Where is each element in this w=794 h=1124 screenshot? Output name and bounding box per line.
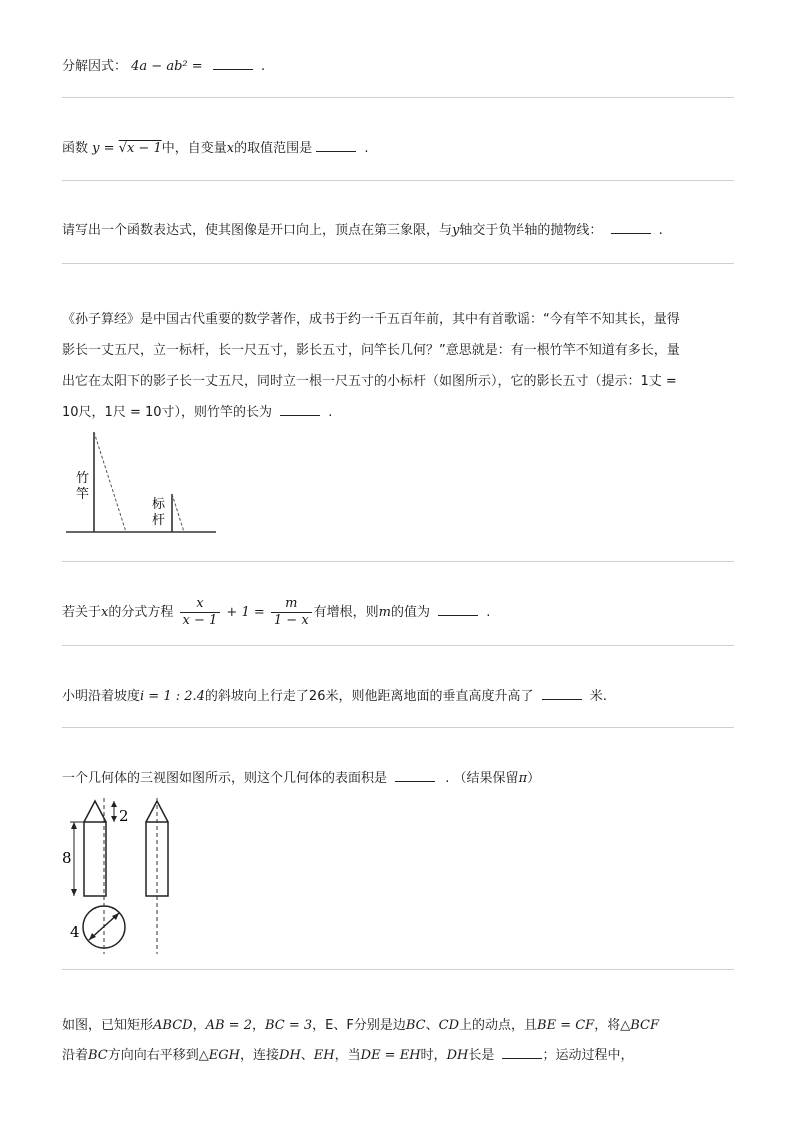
q5-answer-blank[interactable] (438, 603, 478, 616)
q8-text: 如图，已知矩形 (62, 1018, 154, 1033)
question-4 (62, 304, 734, 428)
q8-text: ，连接 (240, 1048, 280, 1063)
q8-math: EH (313, 1048, 335, 1063)
q8-math: BC (405, 1018, 426, 1033)
side-view-cone (146, 801, 168, 822)
q3-text: 请写出一个函数表达式，使其图像是开口向上，顶点在第三象限，与 (62, 223, 453, 238)
q6-answer-blank[interactable] (542, 687, 582, 700)
q5-var2: m (378, 605, 391, 620)
divider-3 (62, 263, 734, 264)
q4-line-2: 影长一丈五尺，立一标杆，长一尺五寸，影长五寸，问竿长几何？”意思就是：有一根竹竿不知道有多长，量 (62, 343, 680, 358)
q8-text: 长是 (468, 1048, 495, 1063)
front-view-cone (84, 801, 106, 822)
q5-suffix: 有增根，则 (313, 605, 379, 620)
q8-text: 方向向右平移到 (107, 1048, 199, 1063)
divider-6 (62, 727, 734, 728)
q7-pi: π (518, 771, 528, 786)
q7-close: ） (527, 771, 541, 786)
label-rod-2: 杆 (152, 513, 166, 528)
q8-math: BE = CF (537, 1018, 595, 1033)
q8-math: △EGH (198, 1048, 240, 1063)
q8-math: BC = 3 (264, 1018, 313, 1033)
q8-text: ， (192, 1018, 206, 1033)
question-3 (62, 221, 734, 241)
q8-line-1 (62, 1011, 734, 1041)
question-2 (62, 139, 734, 159)
q7-answer-blank[interactable] (395, 769, 435, 782)
q5-fraction-1 (180, 596, 221, 629)
q5-frac1-numerator: x (196, 596, 204, 611)
q5-suffix2: 的值为 (391, 605, 431, 620)
q4-line-4: 10尺，1尺 = 10寸），则竹竿的长为 (62, 405, 273, 420)
q1-expression: 4a − ab² = (131, 59, 203, 74)
q8-text: 、 (300, 1048, 314, 1063)
q6-prefix: 小明沿着坡度 (62, 689, 141, 704)
q5-frac2-denominator: 1 − x (271, 612, 312, 629)
divider-2 (62, 180, 734, 181)
dim-height-arrow-down (71, 889, 77, 896)
q4-figure-bamboo-shadow (62, 428, 222, 538)
q5-middle: 的分式方程 (108, 605, 174, 620)
q1-prefix: 分解因式： (62, 59, 128, 74)
q8-text: 上的动点，且 (459, 1018, 538, 1033)
q8-text: 沿着 (62, 1048, 89, 1063)
rod-sun-ray (172, 494, 184, 532)
q7-note: . （结果保留 (445, 771, 519, 786)
q3-period: . (658, 223, 663, 238)
question-1 (62, 57, 734, 77)
question-7 (62, 769, 734, 789)
q2-expr-y: y = (92, 141, 115, 156)
q2-expr-sqrt: √x − 1 (118, 141, 162, 156)
divider-7 (62, 969, 734, 970)
label-pole-2: 竿 (76, 487, 90, 502)
q5-prefix: 若关于 (62, 605, 102, 620)
q4-period: . (328, 405, 333, 420)
front-view-cylinder (84, 822, 106, 896)
dim-top-label: 2 (119, 807, 129, 825)
divider-1 (62, 97, 734, 98)
divider-4 (62, 561, 734, 562)
q8-text: 、 (425, 1018, 439, 1033)
q8-text: ，将 (594, 1018, 621, 1033)
divider-5 (62, 645, 734, 646)
q8-text: ；运动过程中， (542, 1048, 634, 1063)
q3-var: y (452, 223, 460, 238)
q1-answer-blank[interactable] (213, 57, 253, 70)
q5-frac2-numerator: m (285, 596, 298, 611)
q7-text: 一个几何体的三视图如图所示，则这个几何体的表面积是 (62, 771, 388, 786)
q7-three-views-figure (62, 798, 202, 958)
label-pole-1: 竹 (76, 471, 90, 486)
question-8 (62, 1011, 734, 1071)
q6-slope-expr: i = 1 : 2.4 (140, 689, 205, 704)
q2-middle: 中，自变量 (161, 141, 227, 156)
q3-answer-blank[interactable] (611, 221, 651, 234)
q2-prefix: 函数 (62, 141, 89, 156)
q8-text: ， (251, 1018, 265, 1033)
q5-var: x (101, 605, 109, 620)
bamboo-sun-ray (94, 432, 126, 532)
q5-fraction-2 (271, 596, 312, 629)
q2-period: . (364, 141, 369, 156)
q8-math: DE = EH (360, 1048, 421, 1063)
q5-period: . (486, 605, 491, 620)
dim-height-arrow-up (71, 822, 77, 829)
q2-var: x (226, 141, 235, 156)
q8-math: DH (279, 1048, 301, 1063)
q8-math: AB = 2 (205, 1018, 252, 1033)
q3-text2: 轴交于负半轴的抛物线： (459, 223, 603, 238)
dim-top-arrow-down (111, 816, 117, 822)
q1-period: . (260, 59, 266, 74)
question-6 (62, 687, 734, 707)
q8-line-2 (62, 1041, 734, 1071)
q5-frac1-denominator: x − 1 (180, 612, 221, 629)
q8-math: DH (446, 1048, 469, 1063)
q8-answer-blank[interactable] (502, 1046, 542, 1059)
q8-math: △BCF (620, 1018, 659, 1033)
q6-suffix: 的斜坡向上行走了26米，则他距离地面的垂直高度升高了 (204, 689, 534, 704)
dim-top-arrow-up (111, 801, 117, 807)
q6-unit: 米. (589, 689, 607, 704)
q4-line-1: 《孙子算经》是中国古代重要的数学著作，成书于约一千五百年前，其中有首歌谣：“今有竿不知其长，量得 (62, 312, 680, 327)
q8-text: ，E、F分别是边 (312, 1018, 406, 1033)
dim-height-label: 8 (62, 849, 72, 867)
q8-math: CD (438, 1018, 459, 1033)
q2-answer-blank[interactable] (316, 139, 356, 152)
q2-suffix: 的取值范围是 (234, 141, 313, 156)
q4-answer-blank[interactable] (280, 403, 320, 416)
q8-math: ABCD (153, 1018, 193, 1033)
question-5 (62, 594, 734, 632)
q5-plus-one: + 1 = (226, 605, 265, 620)
label-rod-1: 标 (152, 497, 166, 512)
q8-text: ，当 (334, 1048, 361, 1063)
q8-text: 时， (420, 1048, 447, 1063)
q4-line-3: 出它在太阳下的影子长一丈五尺，同时立一根一尺五寸的小标杆（如图所示），它的影长五寸（提示：1丈 = (62, 374, 677, 389)
dim-diameter-label: 4 (70, 923, 80, 941)
q8-math: BC (88, 1048, 108, 1063)
